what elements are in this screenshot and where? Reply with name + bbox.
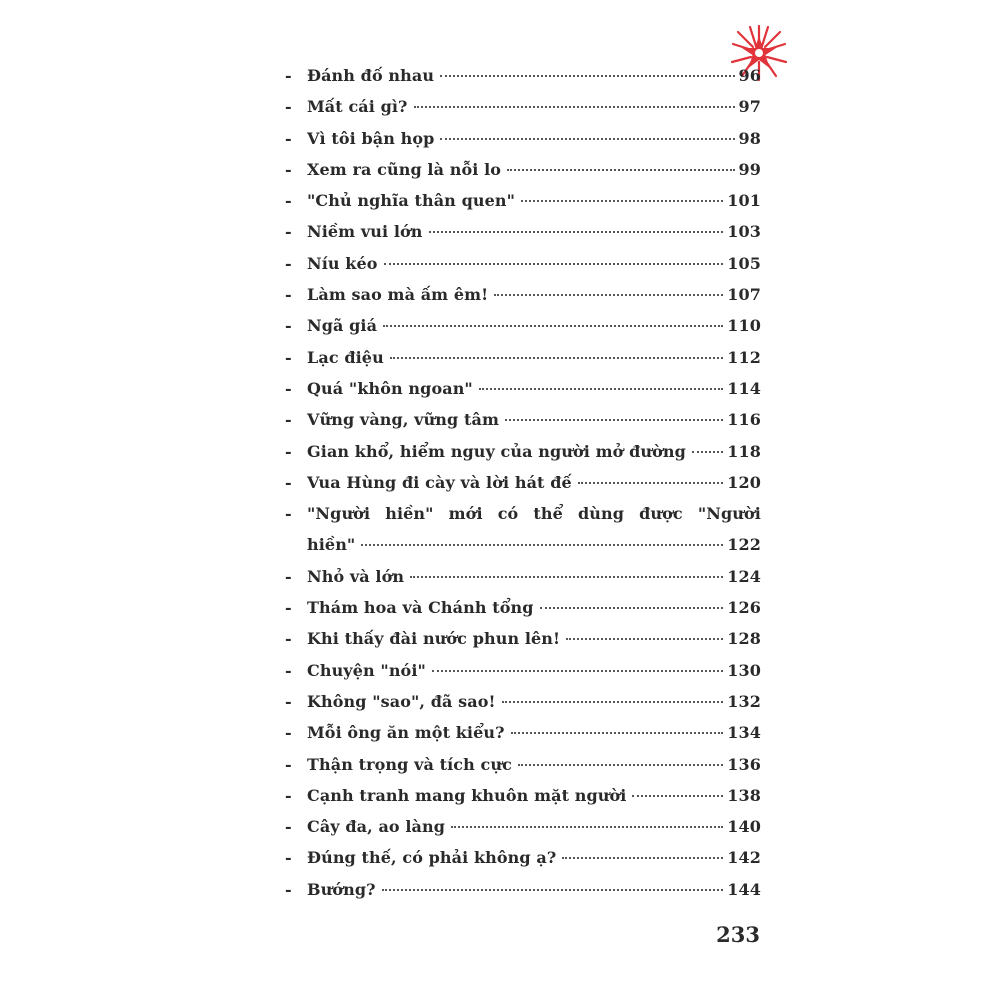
- toc-entry: [285, 655, 761, 686]
- toc-entry: [285, 592, 761, 623]
- toc-entry: [285, 686, 761, 717]
- dot-leader: [440, 137, 734, 140]
- entry-page-number: 140: [727, 817, 761, 837]
- entry-page-number: 130: [727, 660, 761, 680]
- entry-title: Ngã giá: [307, 316, 378, 336]
- entry-page-number: 128: [727, 629, 761, 649]
- entry-dash: -: [285, 347, 292, 367]
- dot-leader: [382, 888, 724, 891]
- dot-leader: [361, 543, 723, 546]
- toc-entry: [285, 373, 761, 404]
- entry-title: Lạc điệu: [307, 347, 384, 367]
- toc-entry: [285, 185, 761, 216]
- entry-page-number: 126: [727, 598, 761, 618]
- toc-entry: [285, 561, 761, 592]
- entry-title: Đánh đố nhau: [307, 66, 435, 85]
- entry-title: Cạnh tranh mang khuôn mặt người: [307, 785, 627, 805]
- entry-page-number: 124: [727, 566, 761, 586]
- entry-dash: -: [285, 598, 292, 618]
- entry-dash: -: [285, 848, 292, 868]
- dot-leader: [479, 387, 723, 390]
- entry-dash: -: [285, 566, 292, 586]
- entry-page-number: 103: [727, 222, 761, 242]
- entry-dash: -: [285, 785, 292, 805]
- entry-dash: -: [285, 97, 292, 117]
- entry-title-word: dùng: [578, 504, 625, 524]
- dot-leader: [390, 356, 723, 359]
- entry-page-number: 136: [727, 754, 761, 774]
- page-number: 233: [716, 922, 760, 947]
- entry-title: Mất cái gì?: [307, 97, 408, 117]
- toc-entry: [285, 310, 761, 341]
- entry-title: Thận trọng và tích cực: [307, 754, 512, 774]
- entry-page-number: 122: [727, 535, 761, 555]
- toc-entry: [285, 342, 761, 373]
- toc-entry: [285, 874, 761, 905]
- dot-leader: [451, 825, 723, 828]
- entry-title: Chuyện "nói": [307, 660, 426, 680]
- dot-leader: [384, 262, 724, 265]
- entry-title: Vua Hùng đi cày và lời hát đế: [307, 472, 572, 492]
- entry-page-number: 142: [727, 848, 761, 868]
- toc-entry: [285, 154, 761, 185]
- table-of-contents: [285, 60, 761, 905]
- dot-leader: [632, 794, 723, 797]
- toc-entry: [285, 123, 761, 154]
- entry-page-number: 114: [727, 378, 761, 398]
- entry-dash: -: [285, 879, 292, 899]
- entry-page-number: 132: [727, 691, 761, 711]
- dot-leader: [440, 74, 734, 77]
- dot-leader: [505, 418, 723, 421]
- toc-entry: [285, 467, 761, 498]
- toc-entry: [285, 842, 761, 873]
- entry-page-number: 112: [727, 347, 761, 367]
- entry-dash: -: [285, 253, 292, 273]
- entry-page-number: 99: [738, 159, 761, 179]
- toc-entry: [285, 749, 761, 780]
- dot-leader: [521, 199, 723, 202]
- entry-dash: -: [285, 128, 292, 148]
- entry-page-number: 110: [727, 316, 761, 336]
- entry-title-line-1: [307, 498, 761, 529]
- toc-entry: [285, 404, 761, 435]
- entry-dash: -: [285, 285, 292, 305]
- entry-title-word: "Người: [307, 504, 371, 524]
- entry-dash: -: [285, 222, 292, 242]
- entry-title: Quá "khôn ngoan": [307, 378, 473, 398]
- toc-entry: [285, 91, 761, 122]
- entry-title: Níu kéo: [307, 253, 378, 273]
- entry-title-word: mới: [448, 504, 483, 524]
- entry-title: Niềm vui lớn: [307, 222, 423, 242]
- entry-title: Cây đa, ao làng: [307, 817, 446, 837]
- entry-page-number: 96: [738, 66, 761, 85]
- entry-title: Khi thấy đài nước phun lên!: [307, 629, 561, 649]
- dot-leader: [578, 481, 724, 484]
- dot-leader: [692, 450, 723, 453]
- entry-title: Làm sao mà ấm êm!: [307, 285, 489, 305]
- entry-title-word: thể: [533, 504, 563, 524]
- toc-entry: [285, 248, 761, 279]
- toc-entry: [285, 717, 761, 748]
- entry-dash: -: [285, 66, 292, 85]
- entry-page-number: 134: [727, 723, 761, 743]
- entry-page-number: 116: [727, 410, 761, 430]
- dot-leader: [507, 168, 734, 171]
- entry-title: Không "sao", đã sao!: [307, 691, 496, 711]
- entry-title: Đúng thế, có phải không ạ?: [307, 848, 557, 868]
- entry-title: Bướng?: [307, 879, 376, 899]
- entry-title: Mỗi ông ăn một kiểu?: [307, 723, 505, 743]
- entry-title: Vì tôi bận họp: [307, 128, 435, 148]
- entry-page-number: 118: [727, 441, 761, 461]
- dot-leader: [562, 856, 723, 859]
- dot-leader: [432, 669, 723, 672]
- dot-leader: [414, 105, 735, 108]
- entry-title-word: hiền": [385, 504, 434, 524]
- entry-dash: -: [285, 441, 292, 461]
- dot-leader: [566, 637, 723, 640]
- entry-title-word: "Người: [697, 504, 761, 524]
- entry-dash: -: [285, 378, 292, 398]
- dot-leader: [494, 293, 723, 296]
- entry-title: Vững vàng, vững tâm: [307, 410, 499, 430]
- dot-leader: [518, 763, 723, 766]
- entry-dash: -: [285, 191, 292, 211]
- entry-dash: -: [285, 754, 292, 774]
- entry-title: Thám hoa và Chánh tổng: [307, 598, 534, 618]
- toc-entry: [285, 498, 761, 561]
- entry-dash: -: [285, 504, 292, 524]
- entry-dash: -: [285, 472, 292, 492]
- dot-leader: [410, 575, 723, 578]
- entry-dash: -: [285, 660, 292, 680]
- dot-leader: [540, 606, 724, 609]
- entry-title-line-2: hiền": [307, 535, 356, 555]
- entry-title: Nhỏ và lớn: [307, 566, 405, 586]
- entry-title: Gian khổ, hiểm nguy của người mở đường: [307, 441, 686, 461]
- toc-entry: [285, 436, 761, 467]
- entry-title-word: có: [497, 504, 519, 524]
- entry-dash: -: [285, 817, 292, 837]
- dot-leader: [429, 230, 724, 233]
- entry-title: "Chủ nghĩa thân quen": [307, 191, 516, 211]
- entry-page-number: 120: [727, 472, 761, 492]
- toc-entry: [285, 780, 761, 811]
- entry-dash: -: [285, 159, 292, 179]
- entry-page-number: 144: [727, 879, 761, 899]
- entry-dash: -: [285, 316, 292, 336]
- entry-page-number: 138: [727, 785, 761, 805]
- dot-leader: [383, 324, 723, 327]
- toc-entry: [285, 279, 761, 310]
- entry-dash: -: [285, 410, 292, 430]
- toc-entry: [285, 60, 761, 91]
- toc-entry: [285, 623, 761, 654]
- toc-entry: [285, 811, 761, 842]
- entry-title-word: được: [639, 504, 683, 524]
- toc-entry: [285, 216, 761, 247]
- dot-leader: [511, 731, 724, 734]
- entry-page-number: 107: [727, 285, 761, 305]
- entry-dash: -: [285, 723, 292, 743]
- entry-title: Xem ra cũng là nỗi lo: [307, 159, 502, 179]
- entry-page-number: 105: [727, 253, 761, 273]
- entry-dash: -: [285, 629, 292, 649]
- entry-page-number: 101: [727, 191, 761, 211]
- dot-leader: [502, 700, 724, 703]
- entry-page-number: 98: [738, 128, 761, 148]
- entry-dash: -: [285, 691, 292, 711]
- entry-page-number: 97: [738, 97, 761, 117]
